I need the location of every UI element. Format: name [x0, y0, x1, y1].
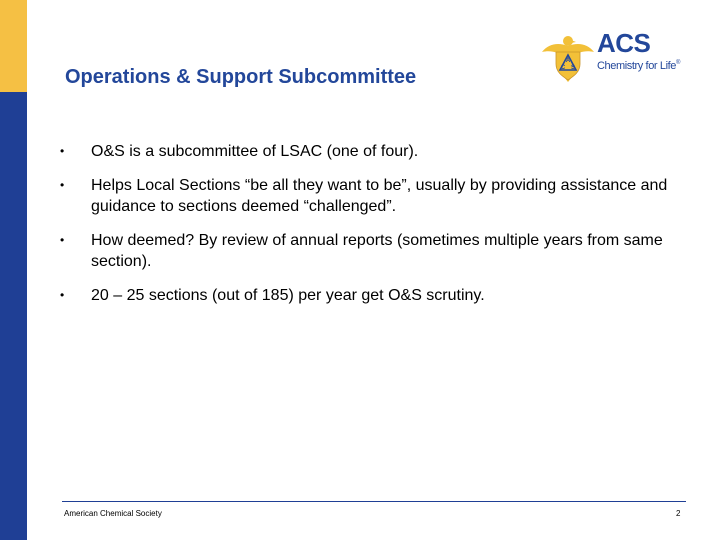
acs-wordmark: ACS	[597, 28, 651, 58]
seal-letter-c: C	[560, 65, 566, 71]
slide-title: Operations & Support Subcommittee	[65, 66, 417, 88]
left-accent-bar-blue	[0, 92, 27, 540]
bullet-marker: •	[60, 288, 65, 302]
acs-tagline	[597, 60, 680, 72]
acs-tagline-text: Chemistry for Life	[597, 60, 676, 72]
footer-divider	[62, 501, 686, 502]
bullet-text: Helps Local Sections “be all they want to be”, usually by providing assistance and guidance to sections deemed “challenged”.	[91, 177, 668, 215]
bullet-item	[60, 230, 680, 272]
page-number: 2	[676, 509, 681, 518]
bullet-marker: •	[60, 178, 65, 192]
acs-logo	[540, 28, 690, 84]
left-accent-bar-yellow	[0, 0, 27, 92]
seal-letter-s: S	[570, 65, 576, 71]
footer-organization: American Chemical Society	[64, 509, 162, 518]
seal-letter-a: A	[565, 58, 571, 64]
bullet-text: O&S is a subcommittee of LSAC (one of four).	[91, 143, 419, 160]
bullet-list	[60, 141, 680, 319]
acs-seal-icon	[540, 28, 596, 82]
registered-mark: ®	[676, 60, 681, 66]
bullet-item	[60, 285, 680, 306]
bullet-item	[60, 175, 680, 217]
bullet-item	[60, 141, 680, 162]
bullet-text: How deemed? By review of annual reports (sometimes multiple years from same section).	[91, 232, 663, 270]
bullet-marker: •	[60, 144, 65, 158]
bullet-text: 20 – 25 sections (out of 185) per year get O&S scrutiny.	[91, 287, 485, 304]
bullet-marker: •	[60, 233, 65, 247]
